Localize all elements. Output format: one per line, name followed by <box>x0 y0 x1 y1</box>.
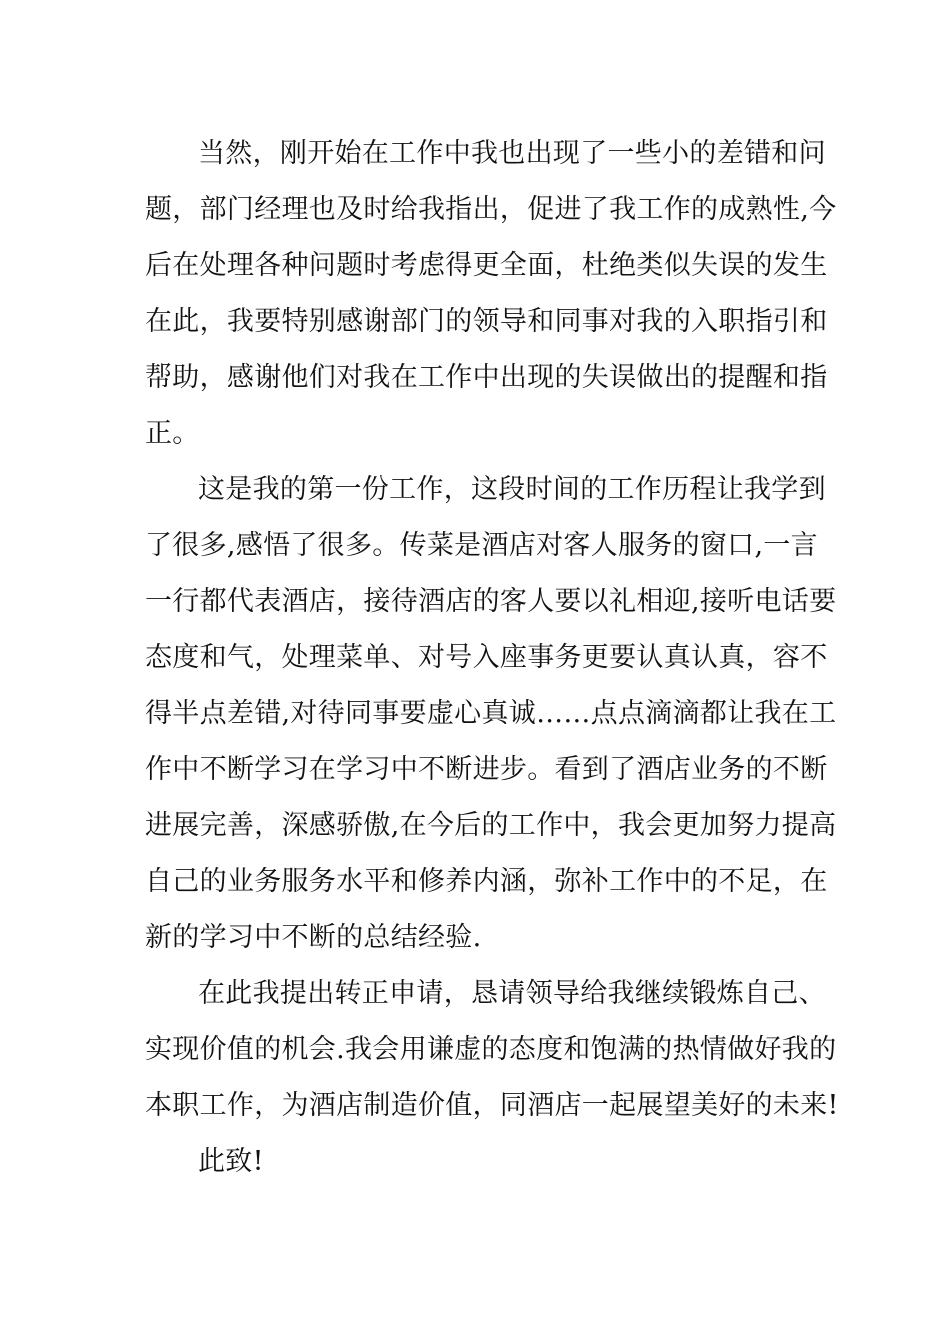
paragraph-3-line-2: 实现价值的机会.我会用谦虚的态度和饱满的热情做好我的 <box>145 1034 837 1065</box>
paragraph-2-line-9: 新的学习中不断的总结经验. <box>145 922 482 953</box>
paragraph-1-line-2: 题，部门经理也及时给我指出，促进了我工作的成熟性,今 <box>145 194 837 225</box>
paragraph-2-line-1: 这是我的第一份工作，这段时间的工作历程让我学到 <box>198 474 826 505</box>
paragraph-2-line-8: 自己的业务服务水平和修养内涵，弥补工作中的不足，在 <box>145 866 828 897</box>
paragraph-1-line-3: 后在处理各种问题时考虑得更全面，杜绝类似失误的发生 <box>145 250 828 281</box>
paragraph-2-line-2: 了很多,感悟了很多。传菜是酒店对客人服务的窗口,一言 <box>145 530 818 561</box>
paragraph-1-line-5: 帮助，感谢他们对我在工作中出现的失误做出的提醒和指 <box>145 362 828 393</box>
paragraph-1-line-1: 当然，刚开始在工作中我也出现了一些小的差错和问 <box>198 138 826 169</box>
paragraph-1-line-4: 在此，我要特别感谢部门的领导和同事对我的入职指引和 <box>145 306 828 337</box>
paragraph-2-line-4: 态度和气，处理菜单、对号入座事务更要认真认真，容不 <box>145 642 828 673</box>
paragraph-2-line-7: 进展完善，深感骄傲,在今后的工作中，我会更加努力提高 <box>145 810 837 841</box>
paragraph-2-line-6: 作中不断学习在学习中不断进步。看到了酒店业务的不断 <box>145 754 828 785</box>
paragraph-1-line-6: 正。 <box>145 418 200 449</box>
paragraph-2-line-5: 得半点差错,对待同事要虚心真诚……点点滴滴都让我在工 <box>145 698 837 729</box>
paragraph-3-line-1: 在此我提出转正申请，恳请领导给我继续锻炼自己、 <box>198 978 826 1009</box>
closing-salutation: 此致! <box>198 1146 264 1177</box>
paragraph-2-line-3: 一行都代表酒店，接待酒店的客人要以礼相迎,接听电话要 <box>145 586 837 617</box>
paragraph-3-line-3: 本职工作，为酒店制造价值，同酒店一起展望美好的未来! <box>145 1090 839 1121</box>
